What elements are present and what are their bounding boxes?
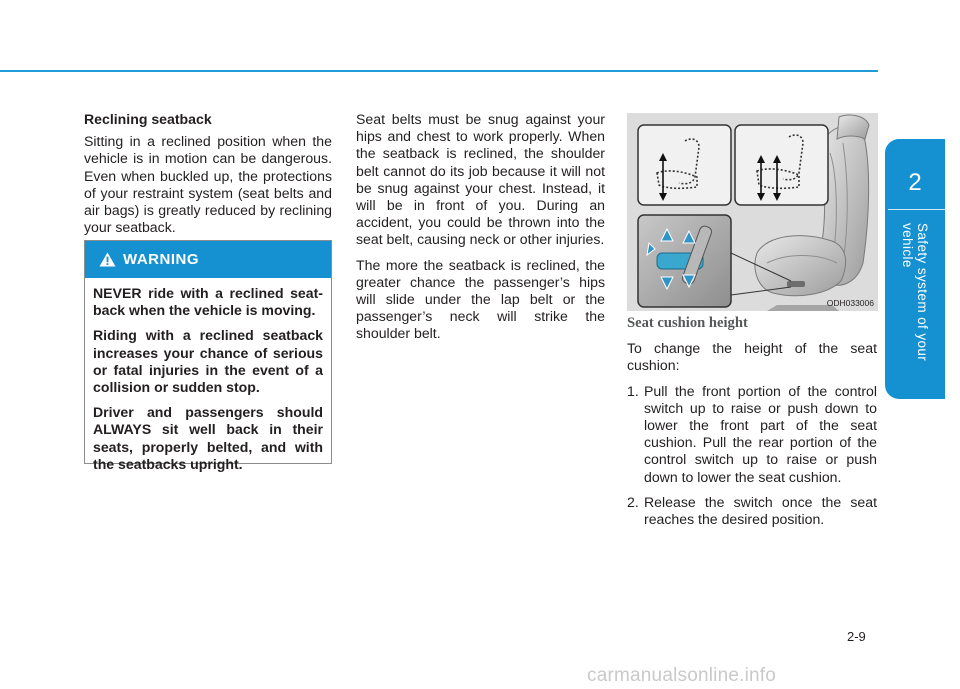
page-number: 2-9 (847, 629, 866, 644)
chapter-tab[interactable] (885, 139, 945, 399)
section-heading-reclining: Reclining seatback (84, 111, 212, 127)
warning-title: WARNING (123, 251, 199, 268)
seat-drawing (627, 113, 878, 311)
section-heading-cushion-height: Seat cushion height (627, 315, 748, 331)
warning-paragraph: Riding with a reclined seatback increases your chance of serious or fatal injuries in the event of a collision or sudden stop. (93, 327, 323, 396)
middle-column (356, 111, 605, 351)
chapter-title: Safety system of your vehicle (900, 223, 930, 362)
seatbelt-paragraph: Seat belts must be snug against your hips and chest to work properly. When the seatback is reclined, the shoulder belt cannot do its job because it will not be snug against your chest. Instead, it will be in front of you. During an accident, you could be thrown into the seat belt, causing neck or other injuries. (356, 111, 605, 248)
list-item (627, 494, 877, 528)
warning-triangle-icon (99, 252, 116, 267)
chapter-divider (888, 209, 948, 210)
warning-body (85, 278, 331, 473)
watermark[interactable]: carmanualsonline.info (587, 665, 777, 686)
warning-box (84, 240, 332, 472)
reclining-paragraph: Sitting in a reclined position when the vehicle is in motion can be dangerous. Even when buckled up, the protections of your restraint system (seat belts and air bags) is greatly reduced by reclining your seatback. (84, 133, 332, 236)
warning-paragraph: Driver and passengers should ALWAYS sit well back in their seats, properly belted, and with the seatbacks upright. (93, 404, 323, 472)
top-rule (0, 70, 878, 72)
cushion-intro: To change the height of the seat cushion: (627, 340, 877, 374)
warning-header (85, 241, 331, 278)
figure-code: ODH033006 (826, 298, 874, 308)
warning-paragraph: NEVER ride with a reclined seat-back when the vehicle is moving. (93, 285, 323, 319)
recline-risk-paragraph: The more the seatback is reclined, the greater chance the passenger’s hips will slide under the lap belt or the passenger’s neck will strike the shoulder belt. (356, 256, 605, 342)
step-text: Release the switch once the seat reaches the desired position. (644, 493, 877, 528)
left-column (84, 111, 332, 244)
step-number: 1. (627, 382, 639, 399)
chapter-number: 2 (908, 169, 922, 196)
step-number: 2. (627, 493, 639, 510)
step-text: Pull the front portion of the control switch up to raise or push down to lower the front part of the seat cushion. Pull the rear portion of the control switch up to raise or push down to lower the seat cushion. (644, 382, 877, 485)
seat-illustration (627, 113, 878, 311)
right-column (627, 315, 877, 536)
list-item (627, 383, 877, 486)
